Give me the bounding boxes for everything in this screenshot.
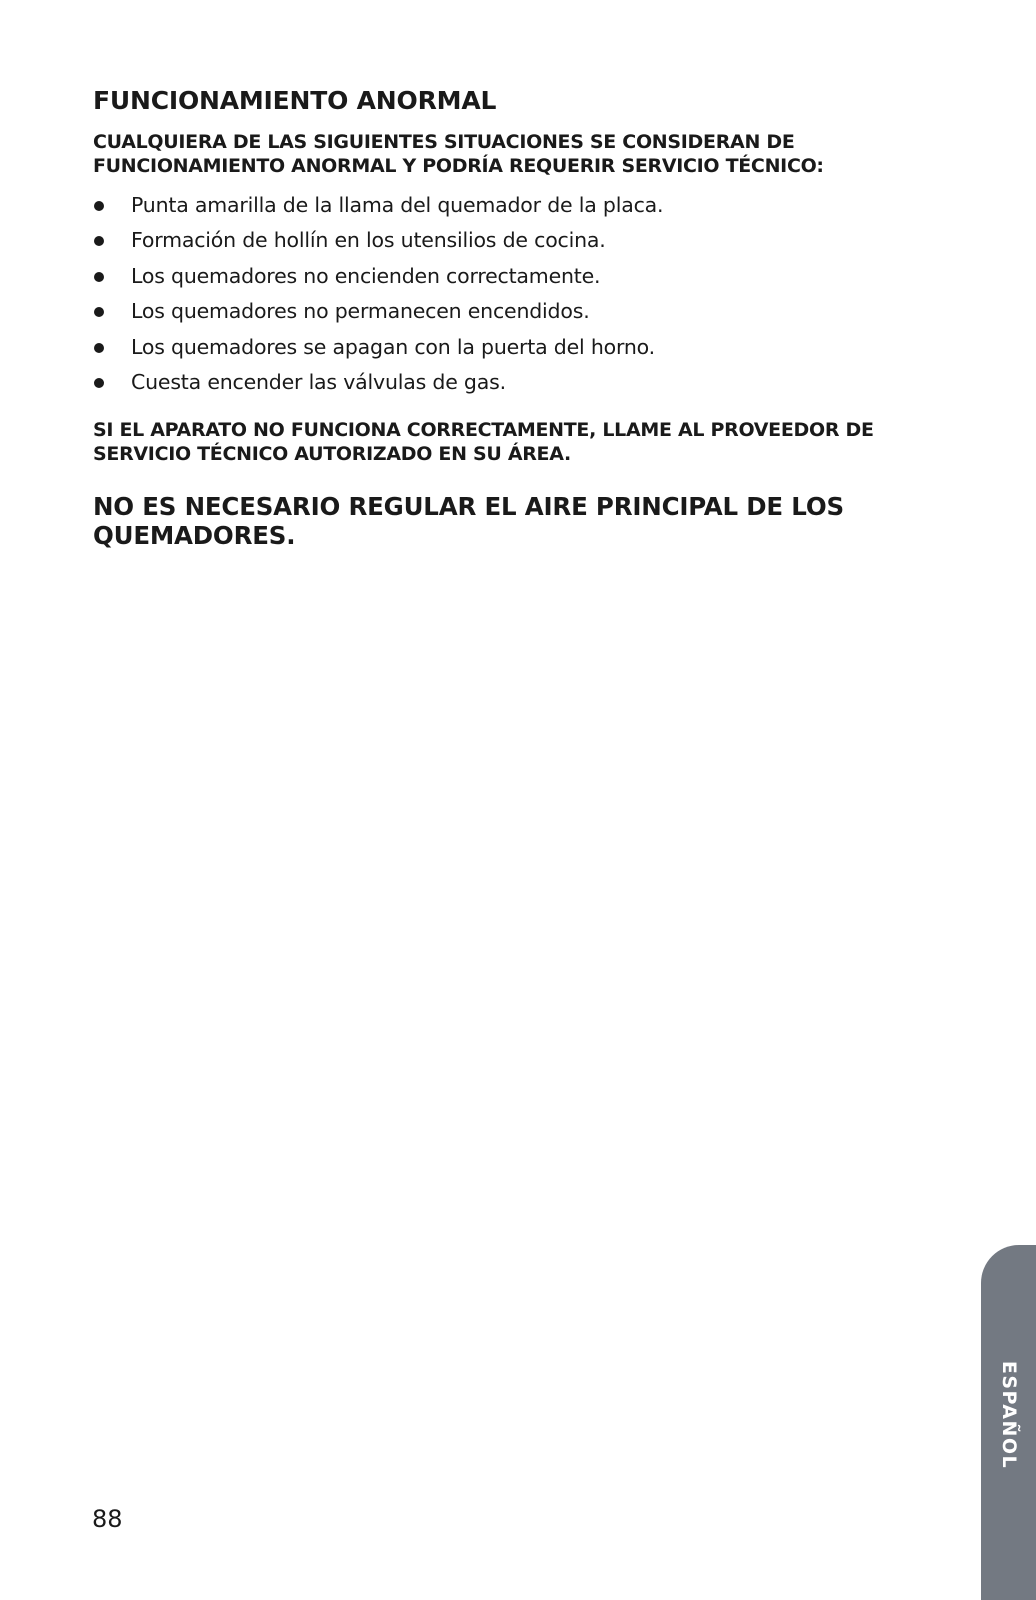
list-item-text: Los quemadores no encienden correctamente. <box>131 263 601 288</box>
language-tab <box>981 1245 1036 1600</box>
list-item-text: Los quemadores no permanecen encendidos. <box>131 299 590 324</box>
bullet-icon <box>94 378 104 388</box>
list-item-text: Punta amarilla de la llama del quemador de la placa. <box>131 193 664 217</box>
list-item <box>93 259 953 294</box>
bullet-icon <box>94 236 104 246</box>
list-item <box>93 330 953 365</box>
list-item <box>93 223 953 258</box>
list-item-text: Los quemadores se apagan con la puerta del horno. <box>131 334 655 359</box>
page-number: 88 <box>92 1505 123 1533</box>
language-tab-label: ESPAÑOL <box>997 1360 1020 1470</box>
bullet-icon <box>94 272 104 282</box>
bullet-icon <box>94 343 104 353</box>
service-warning: SI EL APARATO NO FUNCIONA CORRECTAMENTE, LLAME AL PROVEEDOR DE SERVICIO TÉCNICO AUTORIZADO EN SU ÁREA. <box>93 419 874 466</box>
bullet-icon <box>94 201 104 211</box>
section-title: FUNCIONAMIENTO ANORMAL <box>93 86 497 115</box>
symptom-list <box>93 188 953 400</box>
air-regulation-note: NO ES NECESARIO REGULAR EL AIRE PRINCIPAL DE LOS QUEMADORES. <box>93 492 844 551</box>
document-content <box>93 86 953 550</box>
list-item <box>93 294 953 329</box>
list-item <box>93 188 953 223</box>
section-intro: CUALQUIERA DE LAS SIGUIENTES SITUACIONES SE CONSIDERAN DE FUNCIONAMIENTO ANORMAL Y PODRÍA REQUERIR SERVICIO TÉCNICO: <box>93 131 824 177</box>
list-item <box>93 365 953 400</box>
list-item-text: Formación de hollín en los utensilios de cocina. <box>131 228 606 253</box>
bullet-icon <box>94 307 104 317</box>
list-item-text: Cuesta encender las válvulas de gas. <box>131 370 506 395</box>
